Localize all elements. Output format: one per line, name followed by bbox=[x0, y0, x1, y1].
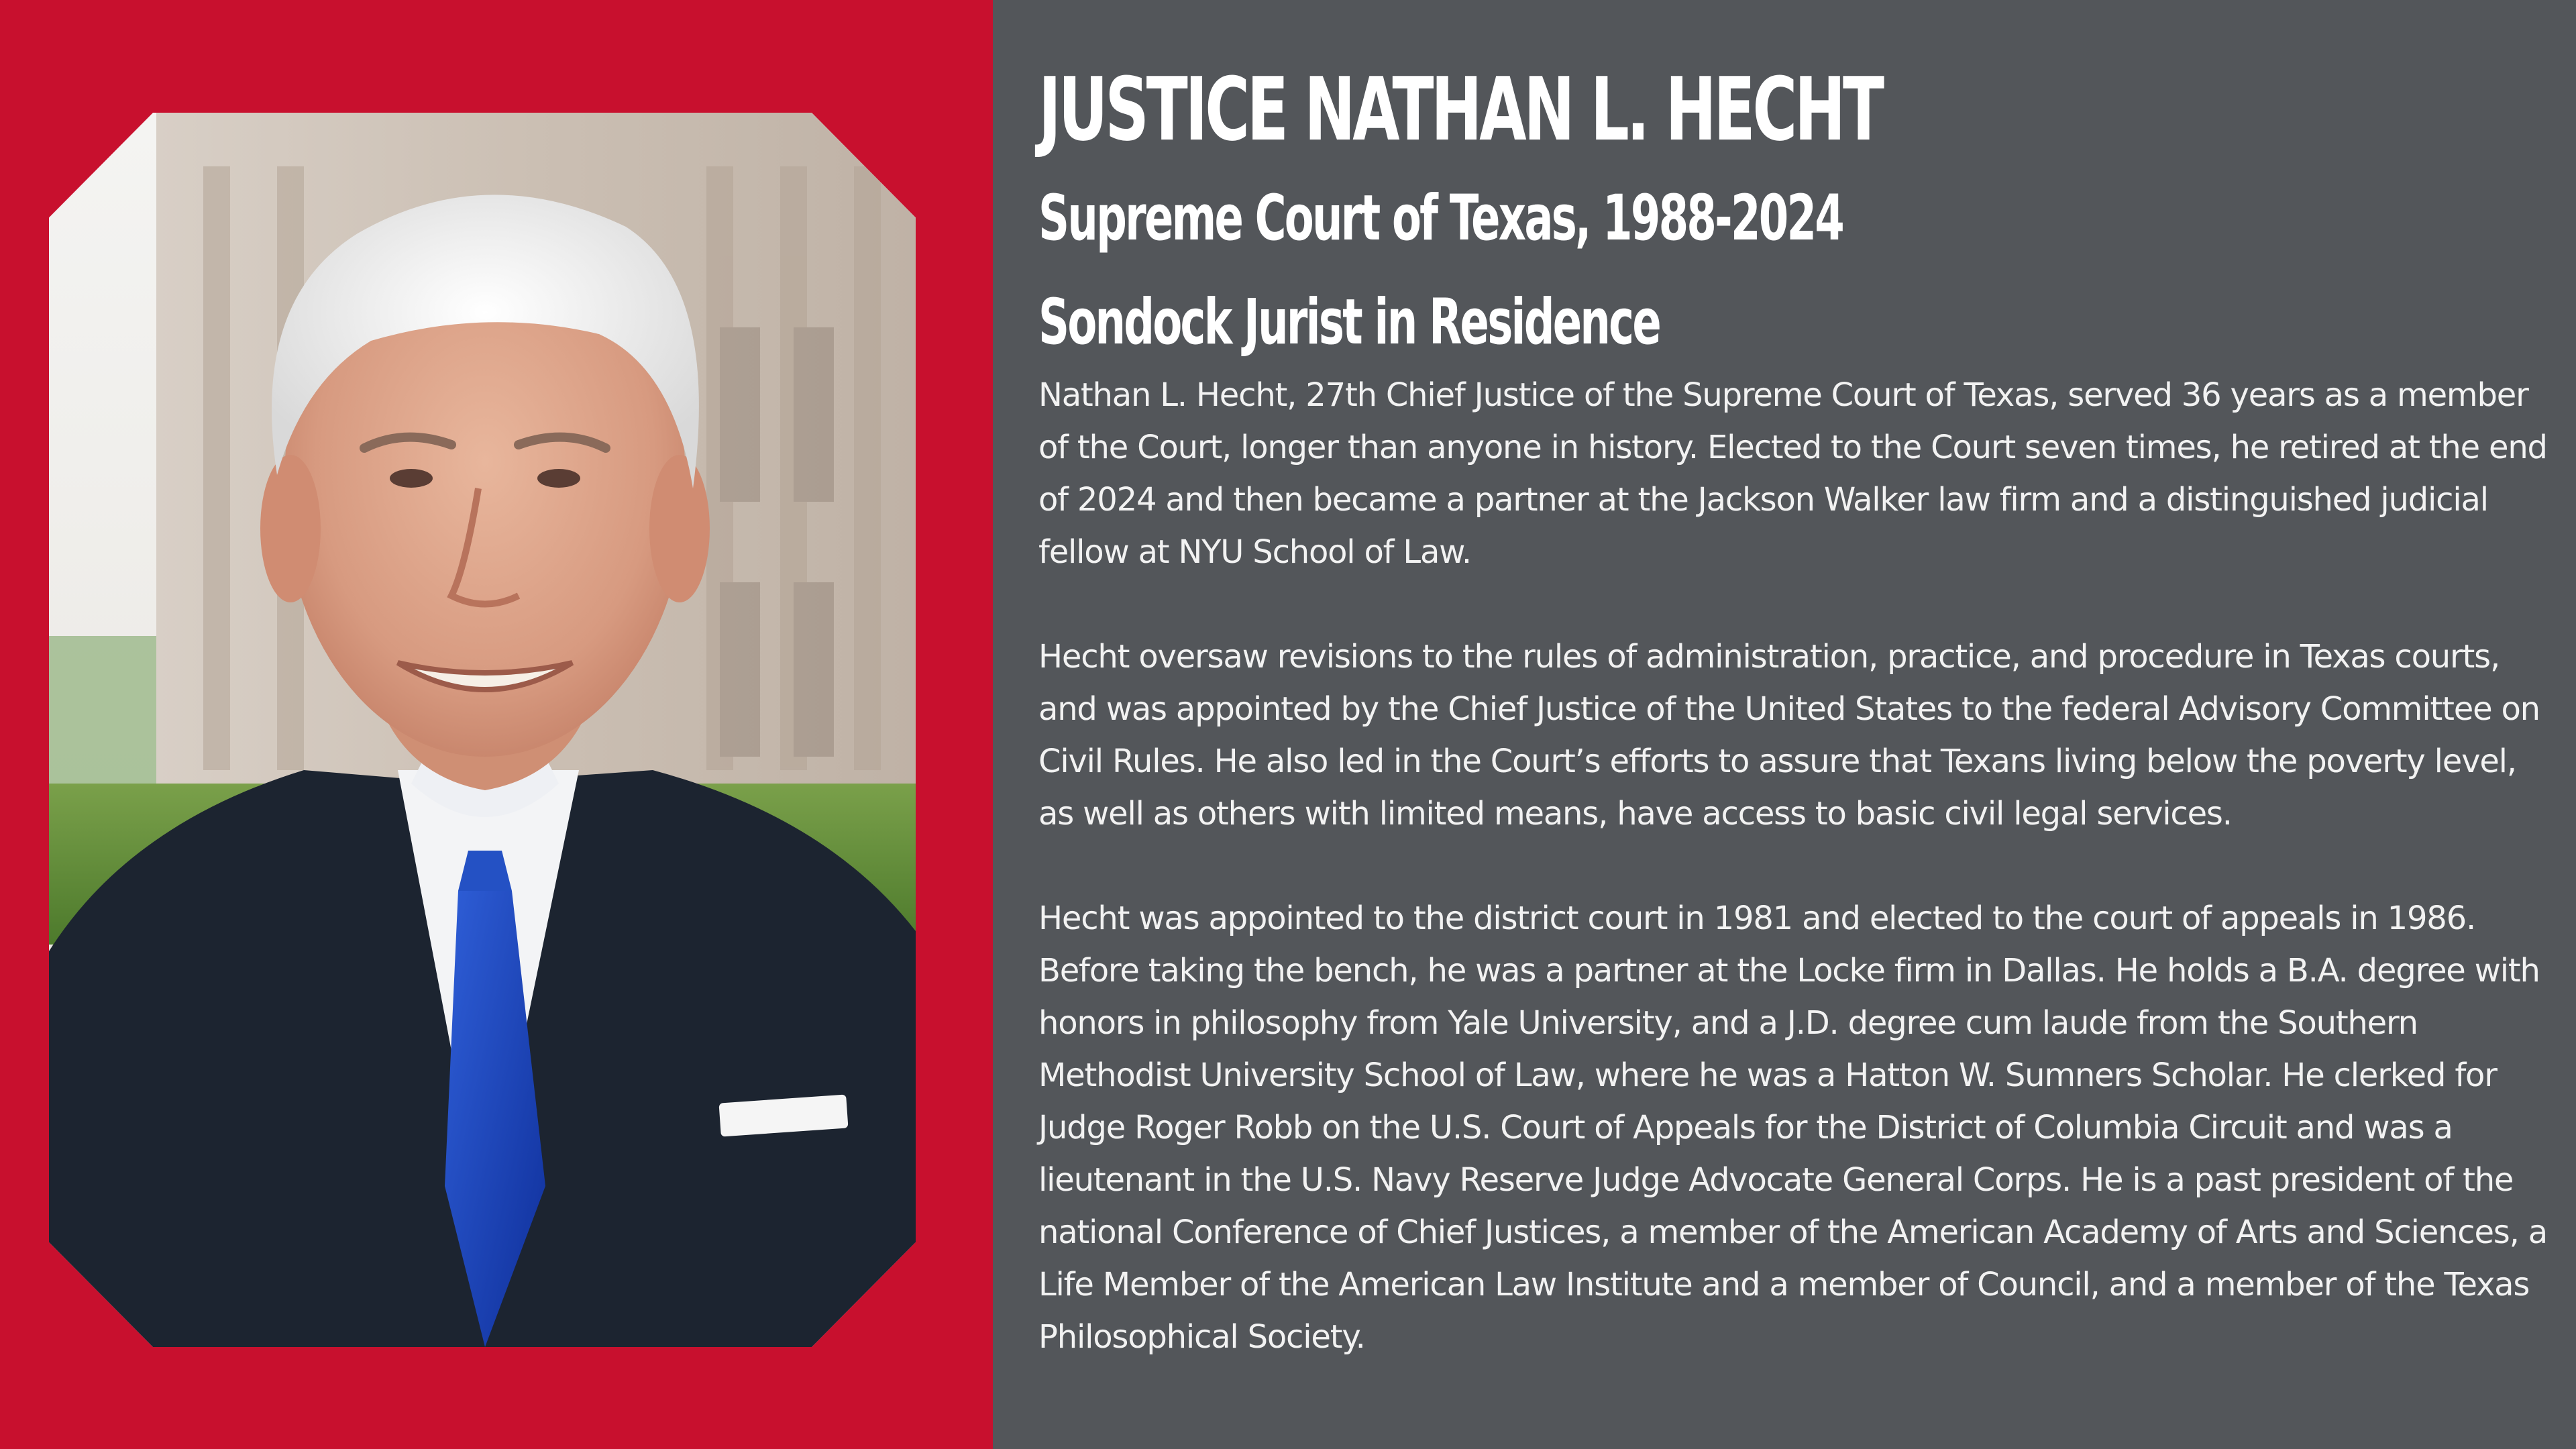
bio-paragraph: Hecht oversaw revisions to the rules of administration, practice, and procedure in Texas courts, and was appointed by the Chief Justice of the United States to the federal Advisory Committee on Civil Rules. He also led in the Court’s efforts to assure that Texans living below the poverty level, as well as others with limited means, have access to basic civil legal services. bbox=[1038, 638, 2540, 833]
portrait-photo-icon bbox=[49, 113, 916, 1347]
role-subtitle: Sondock Jurist in Residence bbox=[1038, 286, 1660, 359]
bio-paragraph: Nathan L. Hecht, 27th Chief Justice of the Supreme Court of Texas, served 36 years as a member of the Court, longer than anyone in history. Elected to the Court seven times, he retired at the end of 2024 and then became a partner at the Jackson Walker law firm and a distinguished judicial fellow at NYU School of Law. bbox=[1038, 376, 2547, 571]
right-info-panel bbox=[993, 0, 2576, 1449]
left-red-panel bbox=[0, 0, 993, 1449]
court-service-subtitle: Supreme Court of Texas, 1988-2024 bbox=[1038, 182, 1843, 255]
justice-name-title: JUSTICE NATHAN L. HECHT bbox=[1038, 58, 1882, 160]
info-content bbox=[1038, 52, 2548, 1363]
biography bbox=[1038, 369, 2548, 1363]
portrait-photo bbox=[49, 113, 916, 1347]
bio-paragraph: Hecht was appointed to the district court in 1981 and elected to the court of appeals in 1986. Before taking the bench, he was a partner at the Locke firm in Dallas. He holds a B.A. degree with honors in philosophy from Yale University, and a J.D. degree cum laude from the Southern Methodist University School of Law, where he was a Hatton W. Sumners Scholar. He clerked for Judge Roger Robb on the U.S. Court of Appeals for the District of Columbia Circuit and was a lieutenant in the U.S. Navy Reserve Judge Advocate General Corps. He is a past president of the national Conference of Chief Justices, a member of the American Academy of Arts and Sciences, a Life Member of the American Law Institute and a member of Council, and a member of the Texas Philosophical Society. bbox=[1038, 900, 2547, 1356]
